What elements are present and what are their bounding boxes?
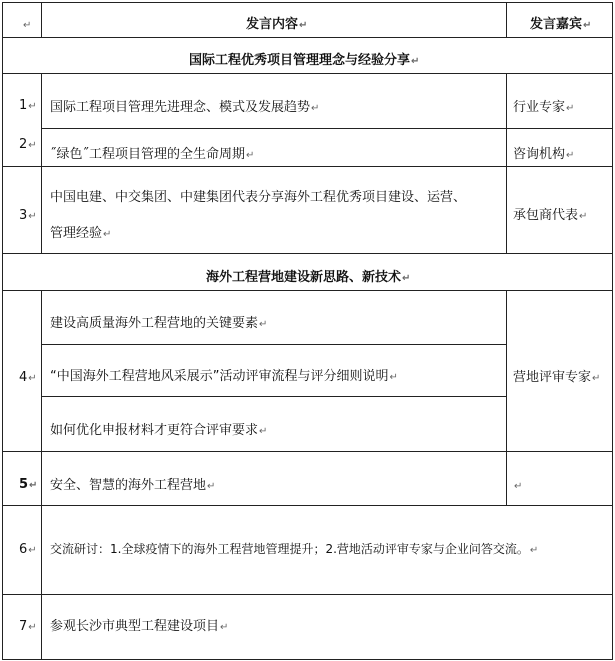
row-content-3-line-1: 中国电建、中交集团、中建集团代表分享海外工程优秀项目建设、运营、 <box>50 190 467 205</box>
row-1-divider <box>41 128 613 129</box>
guest-column-divider-3 <box>506 290 507 506</box>
row-number-6: 6↵ <box>19 542 37 557</box>
row-number-4: 4↵ <box>19 370 37 385</box>
row-number-5: 5↵ <box>19 477 38 492</box>
row-4-divider <box>2 451 613 452</box>
row-6-divider <box>2 594 613 595</box>
number-column-divider-3 <box>41 290 42 660</box>
row-content-4-item-2: “中国海外工程营地风采展示”活动评审流程与评分细则说明↵ <box>50 369 398 384</box>
number-column-divider-1 <box>41 2 42 38</box>
row-number-7: 7↵ <box>19 619 37 634</box>
header-empty-mark: ↵ <box>23 20 32 31</box>
row-content-5: 安全、智慧的海外工程营地↵ <box>50 478 216 493</box>
row-number-2: 2↵ <box>19 137 37 152</box>
row-5-divider <box>2 505 613 506</box>
header-divider <box>2 37 613 38</box>
row-guest-2: 咨询机构↵ <box>513 147 575 162</box>
header-content-label: 发言内容↵ <box>246 17 308 32</box>
section-title-2: 海外工程营地建设新思路、新技术↵ <box>206 270 411 285</box>
header-guest-label: 发言嘉宾↵ <box>530 17 592 32</box>
row-content-4-item-3: 如何优化申报材料才更符合评审要求↵ <box>50 423 268 438</box>
row-guest-5: ↵ <box>514 481 523 492</box>
row-guest-3: 承包商代表↵ <box>513 208 588 223</box>
row-content-3-line-2: 管理经验↵ <box>50 226 112 241</box>
table-border-right <box>612 2 613 660</box>
row-guest-4: 营地评审专家↵ <box>513 370 601 385</box>
table-border-bottom <box>2 659 613 660</box>
row-3-divider <box>2 253 613 254</box>
row-content-6: 交流研讨：1.全球疫情下的海外工程营地管理提升；2.营地活动评审专家与企业问答交流。↵ <box>50 542 539 556</box>
row-guest-1: 行业专家↵ <box>513 100 575 115</box>
table-border-top <box>2 2 613 3</box>
guest-column-divider-2 <box>506 73 507 254</box>
table-border-left <box>2 2 3 660</box>
row-content-4-item-1: 建设高质量海外工程营地的关键要素↵ <box>50 316 268 331</box>
row-4b-divider <box>41 396 506 397</box>
guest-column-divider-1 <box>506 2 507 38</box>
number-column-divider-2 <box>41 73 42 254</box>
row-2-divider <box>2 166 613 167</box>
row-content-2: ˝绿色˝工程项目管理的全生命周期↵ <box>50 147 255 162</box>
row-4a-divider <box>41 344 506 345</box>
section-title-1: 国际工程优秀项目管理理念与经验分享↵ <box>189 53 420 68</box>
row-number-1: 1↵ <box>19 98 37 113</box>
row-number-3: 3↵ <box>19 208 37 223</box>
section-2-divider <box>2 290 613 291</box>
row-content-1: 国际工程项目管理先进理念、模式及发展趋势↵ <box>50 100 320 115</box>
row-content-7: 参观长沙市典型工程建设项目↵ <box>50 619 229 634</box>
section-1-divider <box>2 73 613 74</box>
